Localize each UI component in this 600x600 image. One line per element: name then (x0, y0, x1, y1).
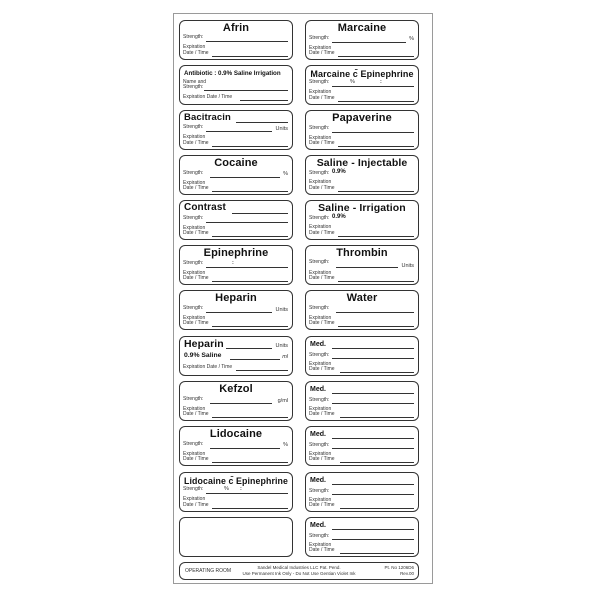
strength-line[interactable] (336, 312, 414, 313)
label-thrombin (305, 245, 419, 285)
strength-label: Strength: (309, 125, 330, 131)
unit-label: % (283, 171, 288, 177)
expiration-label: Expiration (183, 406, 206, 412)
name-and-label: Name and (183, 79, 207, 85)
med-line[interactable] (332, 438, 414, 439)
datetime-label: Date / Time (309, 320, 335, 326)
unit-label: Units (275, 307, 288, 313)
datetime-label: Date / Time (309, 502, 335, 508)
med-line[interactable] (332, 348, 414, 349)
strength-value: 0.9% (332, 214, 346, 220)
percent-label: % (350, 79, 355, 85)
expdate-label: Expiration Date / Time (183, 364, 233, 370)
label-contrast (179, 200, 293, 240)
expiration-label: Expiration (309, 451, 332, 457)
label-saline-irrigation (305, 200, 419, 240)
datetime-line[interactable] (340, 372, 414, 373)
strength-line[interactable] (206, 493, 288, 494)
datetime-line[interactable] (338, 146, 414, 147)
strength-line[interactable] (332, 403, 414, 404)
label-title: Papaverine (332, 112, 392, 124)
label-title: Med. (310, 431, 326, 438)
med-line[interactable] (332, 529, 414, 530)
strength-label: Strength: (309, 488, 330, 494)
datetime-label: Date / Time (309, 411, 335, 417)
datetime-label: Date / Time (183, 456, 209, 462)
title-line[interactable] (226, 348, 272, 349)
label-title: Bacitracin (184, 112, 231, 123)
datetime-line[interactable] (340, 508, 414, 509)
strength-label: Strength: (309, 215, 330, 221)
label-bacitracin (179, 110, 293, 150)
label-title: Marcaine c̄ Epinephrine (310, 69, 414, 79)
label-title: Antibiotic : 0.9% Saline Irrigation (184, 70, 281, 77)
datetime-label: Date / Time (309, 50, 335, 56)
label-title: Lidocaine c̄ Epinephrine (184, 476, 288, 486)
label-title: Kefzol (219, 383, 253, 395)
label-title: Epinephrine (203, 247, 269, 259)
expiration-label: Expiration (183, 315, 206, 321)
label-lidocaine (179, 426, 293, 466)
label-title: Afrin (222, 22, 250, 34)
strength-label: Strength: (309, 259, 330, 265)
footer-revision: Rev.00 (400, 571, 414, 576)
med-line[interactable] (332, 484, 414, 485)
unit-label: % (283, 442, 288, 448)
expiration-label: Expiration (183, 451, 206, 457)
label-heparin (179, 290, 293, 330)
strength-label: Strength: (183, 441, 204, 447)
ratio-separator: : (380, 79, 382, 85)
strength-line[interactable] (332, 42, 406, 43)
strength-label: Strength: (183, 84, 204, 90)
strength-line[interactable] (204, 90, 288, 91)
footer-department: OPERATING ROOM (185, 568, 232, 574)
label-lidocaine-epinephrine (179, 472, 293, 512)
datetime-line[interactable] (212, 191, 288, 192)
strength-label: Strength: (309, 35, 330, 41)
datetime-label: Date / Time (309, 366, 335, 372)
title-line[interactable] (232, 213, 288, 214)
strength-line[interactable] (332, 358, 414, 359)
datetime-line[interactable] (338, 101, 414, 102)
label-blank[interactable] (179, 517, 293, 557)
datetime-line[interactable] (338, 326, 414, 327)
strength-line[interactable] (210, 403, 272, 404)
expiration-label: Expiration (183, 270, 206, 276)
strength-label: Strength: (183, 124, 204, 130)
datetime-label: Date / Time (309, 95, 335, 101)
label-title: Med. (310, 477, 326, 484)
label-saline-injectable (305, 155, 419, 195)
expiration-label: Expiration (309, 135, 332, 141)
strength-line[interactable] (210, 177, 280, 178)
strength-label: Strength: (309, 79, 330, 85)
unit-label: Units (401, 263, 414, 269)
datetime-label: Date / Time (309, 230, 335, 236)
strength-line[interactable] (332, 86, 414, 87)
strength-label: Strength: (183, 396, 204, 402)
label-med-5 (305, 517, 419, 557)
strength-line[interactable] (332, 132, 414, 133)
label-title: Marcaine (337, 22, 387, 34)
expiration-label: Expiration (309, 542, 332, 548)
label-papaverine (305, 110, 419, 150)
strength-line[interactable] (332, 539, 414, 540)
datetime-label: Date / Time (183, 140, 209, 146)
expiration-label: Expiration (309, 497, 332, 503)
datetime-label: Date / Time (183, 185, 209, 191)
datetime-line[interactable] (338, 236, 414, 237)
datetime-line[interactable] (212, 508, 288, 509)
label-title: Thrombin (336, 247, 388, 259)
datetime-line[interactable] (236, 370, 288, 371)
datetime-label: Date / Time (183, 230, 209, 236)
datetime-line[interactable] (212, 146, 288, 147)
label-water (305, 290, 419, 330)
label-med-1 (305, 336, 419, 376)
ratio-separator: : (232, 260, 234, 266)
label-title: Med. (310, 341, 326, 348)
title-line[interactable] (236, 122, 288, 123)
datetime-label: Date / Time (183, 411, 209, 417)
label-cocaine (179, 155, 293, 195)
footer-part-number: Pt. No 1206D6 (384, 565, 414, 570)
datetime-label: Date / Time (309, 456, 335, 462)
expiration-label: Expiration (183, 180, 206, 186)
datetime-line[interactable] (212, 326, 288, 327)
datetime-line[interactable] (338, 56, 414, 57)
strength-line[interactable] (206, 41, 288, 42)
strength-label: Strength: (183, 486, 204, 492)
datetime-line[interactable] (338, 191, 414, 192)
strength-label: Strength: (183, 305, 204, 311)
label-med-4 (305, 472, 419, 512)
strength-line[interactable] (210, 448, 280, 449)
unit-label: g/ml (277, 398, 288, 404)
strength-line[interactable] (336, 267, 398, 268)
strength-line[interactable] (332, 448, 414, 449)
strength-label: Strength: (309, 170, 330, 176)
label-title: Saline - Irrigation (318, 202, 406, 214)
strength-label: Strength: (309, 352, 330, 358)
sheet-footer (179, 562, 419, 580)
expiration-label: Expiration (309, 224, 332, 230)
expiration-label: Expiration (309, 406, 332, 412)
label-marcaine (305, 20, 419, 60)
expiration-label: Expiration (309, 179, 332, 185)
label-antibiotic-saline-irrigation (179, 65, 293, 105)
strength-label: Strength: (183, 215, 204, 221)
expiration-label: Expiration (183, 496, 206, 502)
datetime-label: Date / Time (183, 502, 209, 508)
expiration-label: Expiration (183, 44, 206, 50)
label-title: Med. (310, 386, 326, 393)
expiration-label: Expiration (183, 225, 206, 231)
datetime-label: Date / Time (183, 50, 209, 56)
med-line[interactable] (332, 393, 414, 394)
strength-line[interactable] (206, 131, 272, 132)
strength-line[interactable] (206, 312, 272, 313)
datetime-line[interactable] (212, 281, 288, 282)
label-afrin (179, 20, 293, 60)
strength-value: 0.9% (332, 169, 346, 175)
label-kefzol (179, 381, 293, 421)
label-title: Cocaine (214, 157, 258, 169)
strength-label: Strength: (309, 442, 330, 448)
ratio-separator: : (240, 486, 242, 492)
strength-line[interactable] (332, 494, 414, 495)
datetime-line[interactable] (212, 56, 288, 57)
strength-label: Strength: (183, 260, 204, 266)
strength-line[interactable] (206, 267, 288, 268)
strength-label: Strength: (183, 170, 204, 176)
label-title: Med. (310, 522, 326, 529)
datetime-label: Date / Time (309, 275, 335, 281)
saline-line[interactable] (230, 359, 280, 360)
datetime-line[interactable] (212, 236, 288, 237)
datetime-line[interactable] (340, 462, 414, 463)
label-title: Heparin (215, 292, 257, 304)
expiration-label: Expiration (183, 134, 206, 140)
strength-line[interactable] (206, 222, 288, 223)
label-title: Heparin (184, 338, 224, 350)
expiration-label: Expiration (309, 361, 332, 367)
strength-label: Strength: (309, 533, 330, 539)
label-med-2 (305, 381, 419, 421)
footer-manufacturer: Sandel Medical Industries LLC Pat. Pend. (257, 565, 341, 570)
unit-label: % (409, 36, 414, 42)
datetime-line[interactable] (240, 100, 288, 101)
expiration-label: Expiration (309, 315, 332, 321)
datetime-line[interactable] (340, 553, 414, 554)
datetime-label: Date / Time (309, 140, 335, 146)
datetime-line[interactable] (212, 462, 288, 463)
strength-label: Strength: (183, 34, 204, 40)
label-title: Lidocaine (209, 428, 263, 440)
expiration-label: Expiration (309, 270, 332, 276)
datetime-label: Date / Time (309, 547, 335, 553)
label-title: Water (346, 292, 378, 304)
datetime-label: Date / Time (183, 275, 209, 281)
saline-label: 0.9% Saline (184, 352, 222, 359)
strength-label: Strength: (309, 397, 330, 403)
percent-label: % (224, 486, 229, 492)
datetime-line[interactable] (338, 281, 414, 282)
datetime-label: Date / Time (309, 185, 335, 191)
strength-label: Strength: (309, 305, 330, 311)
unit-label: Units (275, 126, 288, 132)
label-title: Saline - Injectable (316, 157, 408, 169)
datetime-line[interactable] (340, 417, 414, 418)
datetime-label: Date / Time (183, 320, 209, 326)
unit2-label: ml (282, 354, 288, 360)
label-heparin-saline (179, 336, 293, 376)
label-med-3 (305, 426, 419, 466)
label-title: Contrast (184, 202, 226, 213)
label-marcaine-epinephrine (305, 65, 419, 105)
label-epinephrine (179, 245, 293, 285)
datetime-line[interactable] (212, 417, 288, 418)
expiration-label: Expiration (309, 45, 332, 51)
unit-label: Units (275, 343, 288, 349)
expdate-label: Expiration Date / Time (183, 94, 233, 100)
expiration-label: Expiration (309, 89, 332, 95)
footer-ink-notice: Use Permanent Ink Only - Do Not Use Gentian Violet Ink (242, 571, 356, 576)
